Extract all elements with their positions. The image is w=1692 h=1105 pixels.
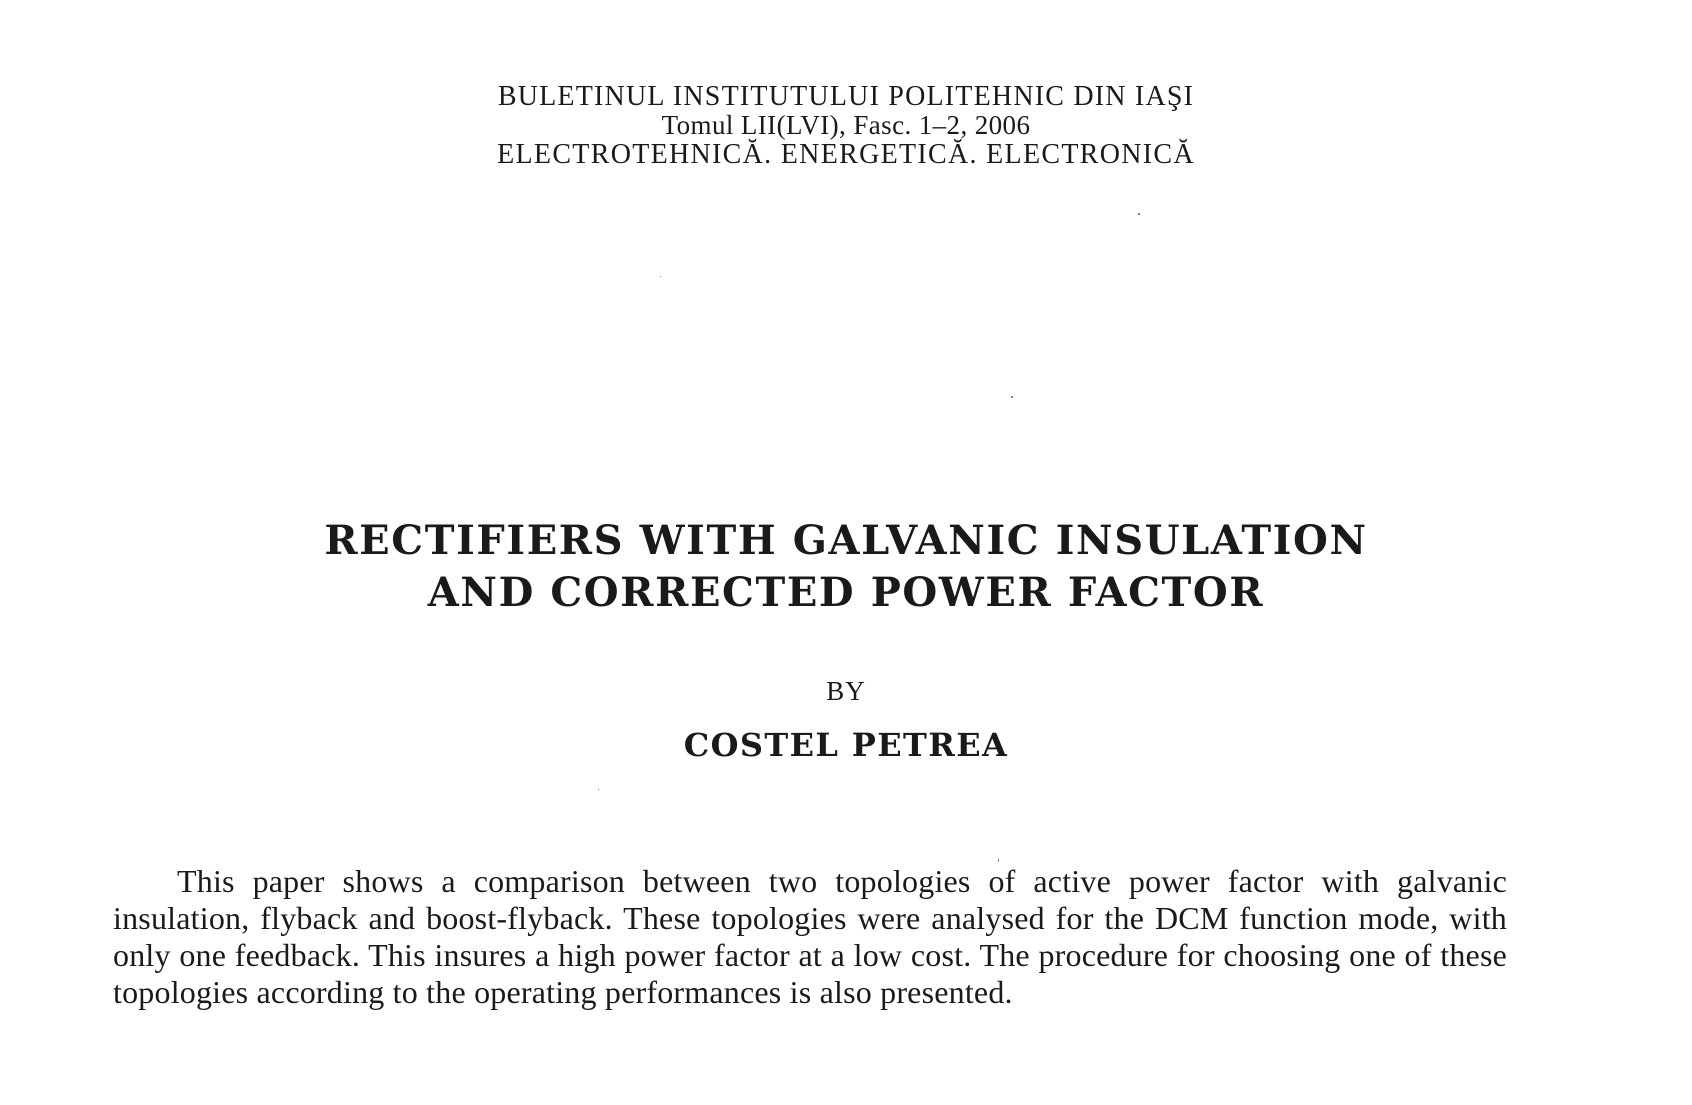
journal-header xyxy=(0,82,1692,169)
scan-speck xyxy=(998,859,999,862)
scan-speck xyxy=(598,789,599,790)
scan-speck xyxy=(660,276,661,277)
journal-name: BULETINUL INSTITUTULUI POLITEHNIC DIN IAŞI xyxy=(497,81,1195,112)
title-line-2: AND CORRECTED POWER FACTOR xyxy=(427,569,1265,616)
author-name: COSTEL PETREA xyxy=(683,726,1009,764)
paper-title xyxy=(0,515,1692,619)
journal-section: ELECTROTEHNICĂ. ENERGETICĂ. ELECTRONICĂ xyxy=(497,139,1195,170)
title-line-1: RECTIFIERS WITH GALVANIC INSULATION xyxy=(324,517,1368,564)
by-label: BY xyxy=(826,676,866,706)
scan-speck xyxy=(1011,396,1013,398)
abstract-text: This paper shows a comparison between two topologies of active power factor with galvanic insulation, flyback and boost-flyback. These topologies were analysed for the DCM function mode, with only one feedback. This insures a high power factor at a low cost. The procedure for choosing one of these topologies according to the operating performances is also presented. xyxy=(113,863,1507,1010)
journal-volume: Tomul LII(LVI), Fasc. 1–2, 2006 xyxy=(661,110,1031,140)
scan-speck xyxy=(1138,213,1140,215)
